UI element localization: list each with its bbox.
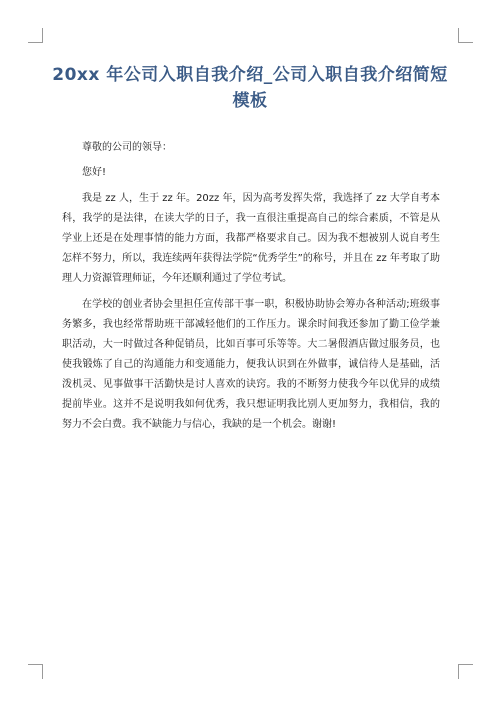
crop-mark-top-right [458,28,473,43]
crop-mark-bottom-right [458,664,473,679]
greeting: 您好! [82,167,107,178]
paragraph-2: 在学校的创业者协会里担任宣传部干事一职，积极协助协会筹办各种活动;班级事务繁多，我也经常帮助班干部减轻他们的工作压力。课余时间我还参加了勤工俭学兼职活动，大一时做过各种促销员，比如百事可乐等等。大二暑假酒店做过服务员，也使我锻炼了自己的沟通能力和变通能力，便我认识到在外做事，诚信待人是基础，活泼机灵、见事做事干活勤快是讨人喜欢的诀窍。我的不断努力使我今年以优异的成绩提前毕业。这并不是说明我如何优秀，我只想证明我比别人更加努力，我相信，我的努力不会白费。我不缺能力与信心，我缺的是一个机会。谢谢! [62,299,440,430]
paragraph-1: 我是 zz 人，生于 zz 年。20zz 年，因为高考发挥失常，我选择了 zz 大学自考本科，我学的是法律，在读大学的日子，我一直很注重提高自己的综合素质，不管是从学业上还是在处理事情的能力方面，我都严格要求自己。因为我不想被别人说自考生怎样不努力，所以，我连续两年获得法学院“优秀学生”的称号，并且在 zz 年考取了助理人力资源管理师证，今年还顺利通过了学位考试。 [62,193,440,284]
salutation: 尊敬的公司的领导： [82,142,172,153]
document-body [62,138,440,441]
crop-mark-top-left [28,28,43,43]
document-title: 20xx 年公司入职自我介绍_公司入职自我介绍简短 模板 [52,65,448,111]
crop-mark-bottom-left [28,664,43,679]
